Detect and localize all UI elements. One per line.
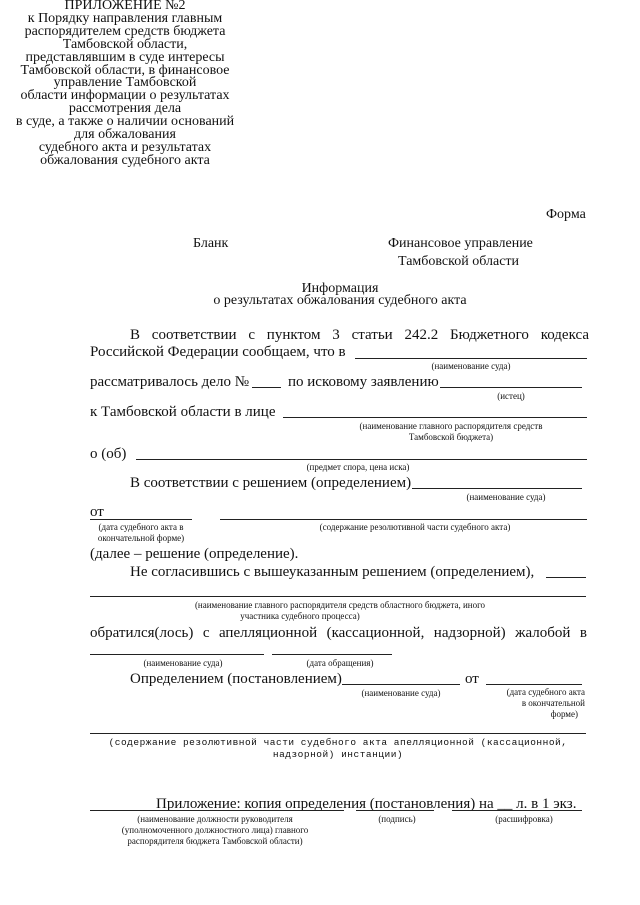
ruling-date-field[interactable]	[486, 684, 582, 685]
recipient-line-1: Финансовое управление	[388, 236, 533, 251]
caption-position-1: (наименование должности руководителя	[137, 814, 293, 824]
caption-resolution-2: надзорной) инстанции)	[272, 749, 404, 760]
case-number-field[interactable]	[252, 387, 281, 388]
document-subtitle: о результатах обжалования судебного акта	[213, 293, 467, 308]
decision-label: В соответствии с решением (определением)	[130, 475, 412, 491]
caption-court-name: (наименование суда)	[431, 361, 511, 371]
caption-manager2-2: участника судебного процесса)	[240, 611, 360, 621]
case-prefix: рассматривалось дело №	[90, 374, 250, 390]
caption-content: (содержание резолютивной части судебного акта)	[319, 522, 511, 532]
form-label: Форма	[546, 207, 586, 222]
caption-court-name-4: (наименование суда)	[361, 688, 441, 698]
court-name-field[interactable]	[355, 358, 587, 359]
decision-date-field[interactable]	[90, 519, 192, 520]
caption-plaintiff: (истец)	[497, 391, 525, 401]
caption-position-3: распорядителя бюджета Тамбовской области)	[127, 836, 303, 846]
paragraph-1-line-2: Российской Федерации сообщаем, что в	[90, 344, 346, 360]
caption-manager2-1: (наименование главного распорядителя средств областного бюджета, иного	[194, 600, 486, 610]
appendix-title: ПРИЛОЖЕНИЕ №2	[64, 0, 186, 13]
caption-ruling-date-1: (дата судебного акта	[506, 687, 585, 697]
caption-court-name-2: (наименование суда)	[466, 492, 546, 502]
recipient-line-2: Тамбовской области	[398, 254, 520, 269]
decode-field[interactable]	[452, 810, 582, 811]
caption-date-2: окончательной форме)	[97, 533, 185, 543]
caption-ruling-date-2: в окончательной	[521, 698, 585, 708]
caption-position-2: (уполномоченного должностного лица) главного	[121, 825, 309, 835]
appeal-court-field[interactable]	[90, 654, 264, 655]
attachment-line: Приложение: копия определения (постановления) на __ л. в 1 экз.	[156, 796, 577, 812]
appendix-line: Тамбовской области, в финансовое	[20, 62, 230, 78]
caption-manager-1: (наименование главного распорядителя средств	[359, 421, 543, 431]
ruling-court-field[interactable]	[342, 684, 460, 685]
subject-field[interactable]	[136, 459, 587, 460]
signature-field[interactable]	[356, 810, 434, 811]
further-label: (далее – решение (определение).	[90, 546, 299, 562]
blank-label: Бланк	[193, 236, 229, 251]
caption-date-1: (дата судебного акта в	[98, 522, 184, 532]
appendix-line: области информации о результатах	[20, 88, 230, 104]
appendix-line: обжалования судебного акта	[40, 152, 210, 168]
position-field[interactable]	[90, 810, 344, 811]
appendix-block	[0, 0, 250, 168]
manager-field[interactable]	[283, 417, 587, 418]
disagree-field-end[interactable]	[546, 577, 586, 578]
document-title: Информация	[301, 281, 379, 296]
appendix-line: представлявшим в суде интересы	[25, 49, 225, 65]
region-prefix: к Тамбовской области в лице	[90, 404, 276, 420]
appendix-line: Тамбовской области,	[62, 36, 188, 52]
about-label: о (об)	[90, 446, 127, 462]
appeal-date-field[interactable]	[272, 654, 392, 655]
paragraph-1-line-1: В соответствии с пунктом 3 статьи 242.2 Бюджетного кодекса	[130, 327, 589, 343]
appendix-line: для обжалования	[74, 127, 176, 143]
ruling-label: Определением (постановлением)	[130, 671, 342, 687]
case-claim-label: по исковому заявлению	[288, 374, 439, 390]
court-name-field-2[interactable]	[412, 488, 582, 489]
appendix-line: рассмотрения дела	[68, 101, 182, 117]
caption-subject: (предмет спора, цена иска)	[306, 462, 410, 472]
caption-signature: (подпись)	[378, 814, 416, 824]
appendix-line: в суде, а также о наличии оснований	[15, 114, 235, 130]
caption-appeal-date: (дата обращения)	[306, 658, 374, 668]
appealed-label: обратился(лось) с апелляционной (кассационной, надзорной) жалобой в	[90, 625, 587, 641]
from-label-2: от	[465, 671, 479, 687]
disagree-label: Не согласившись с вышеуказанным решением (определением),	[130, 564, 535, 580]
caption-manager-2: Тамбовской бюджета)	[408, 432, 494, 442]
caption-decode: (расшифровка)	[495, 814, 553, 824]
caption-court-name-3: (наименование суда)	[143, 658, 223, 668]
appendix-line: распорядителем средств бюджета	[24, 23, 226, 39]
from-label: от	[90, 504, 104, 520]
appendix-line: к Порядку направления главным	[27, 10, 223, 26]
appendix-line: управление Тамбовской	[53, 75, 197, 91]
caption-resolution-1: (содержание резолютивной части судебного акта апелляционной (кассационной,	[108, 737, 568, 748]
plaintiff-field[interactable]	[440, 387, 582, 388]
decision-content-field[interactable]	[220, 519, 587, 520]
manager-field-2[interactable]	[90, 596, 586, 597]
caption-ruling-date-3: форме)	[550, 709, 578, 719]
resolution-field[interactable]	[90, 733, 586, 734]
appendix-line: судебного акта и результатах	[38, 139, 212, 155]
